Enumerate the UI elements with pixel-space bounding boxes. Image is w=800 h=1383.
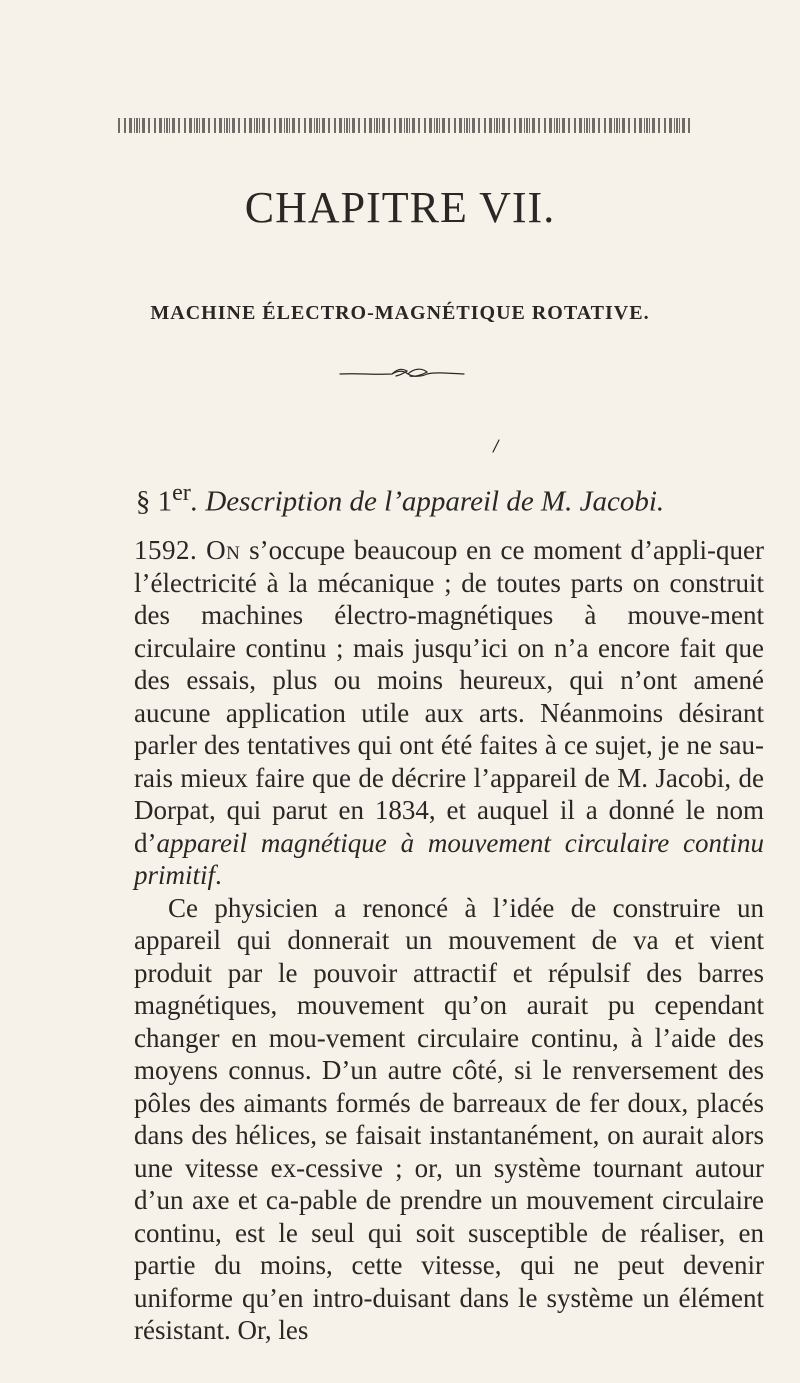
paragraph-emphasis: appareil magnétique à mouvement circulaire continu primitif xyxy=(134,827,764,890)
section-marker: § 1 xyxy=(135,485,173,518)
section-title: . Description de l’appareil de M. Jacobi. xyxy=(190,485,665,518)
divider-ornament-icon xyxy=(336,366,468,380)
body-text xyxy=(134,534,764,1347)
paragraph-lead: On xyxy=(206,535,241,565)
chapter-subtitle: MACHINE ÉLECTRO-MAGNÉTIQUE ROTATIVE. xyxy=(150,302,650,324)
paragraph-text: Ce physicien a renoncé à l’idée de construire un appareil qui donnerait un mouvement de va et vient produit par le pouvoir attractif et répulsif des barres magnétiques, mouvement qu’on aurait pu cependant changer en mou-vement circulaire continu, à l’aide des moyens connus. D’un autre côté, si le renversement des pôles des aimants formés de barreaux de fer doux, placés dans des hélices, se faisait instantanément, on aurait alors une vitesse ex-cessive ; or, un système tournant autour d’un axe et ca-pable de prendre un mouvement circulaire continu, est le seul qui soit susceptible de réaliser, en partie du moins, cette vitesse, qui ne peut devenir uniforme qu’en intro-duisant dans le système un élément résistant. Or, les xyxy=(134,892,764,1345)
slash-mark-icon xyxy=(490,438,502,454)
paragraph-number: 1592. xyxy=(134,535,198,565)
section-heading xyxy=(0,480,800,519)
paragraph-text-part-1: s’occupe beaucoup en ce moment d’appli-quer l’électricité à la mécanique ; de toutes parts on construit des machines électro-magnétiques à mouve-ment circulaire continu ; mais jusqu’ici on n’a encore fait que des essais, plus ou moins heureux, qui n’ont amené aucune application utile aux arts. Néanmoins désirant parler des tentatives qui ont été faites à ce sujet, je ne sau-rais mieux faire que de décrire l’appareil de M. Jacobi, de Dorpat, qui parut en 1834, et auquel il a donné le nom d’ xyxy=(134,535,765,858)
paragraph-2 xyxy=(134,892,764,1347)
chapter-title: CHAPITRE VII. xyxy=(244,183,556,232)
top-ornament-rule xyxy=(118,118,691,133)
paragraph-text-part-2: . xyxy=(215,860,222,890)
paragraph-1 xyxy=(134,534,764,892)
section-superscript: er xyxy=(172,479,191,506)
